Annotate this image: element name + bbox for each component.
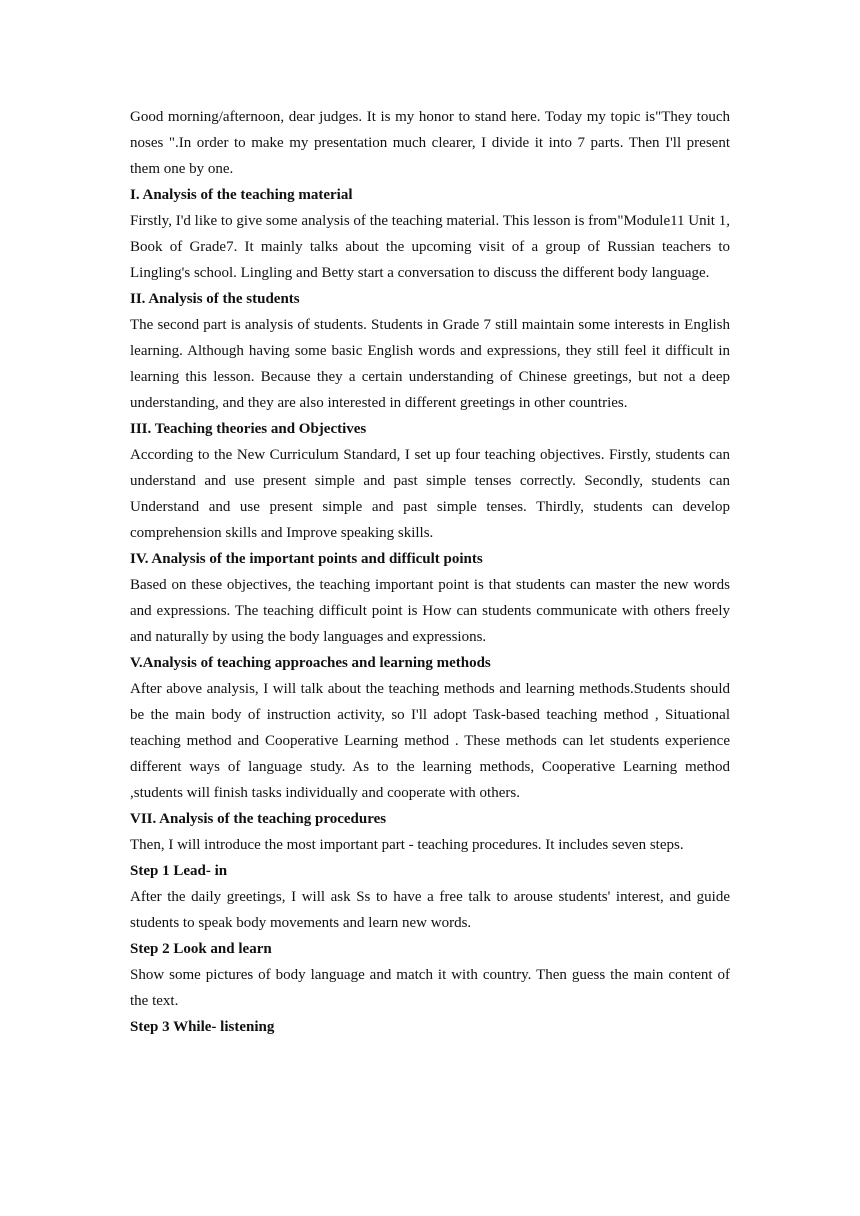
section-body: The second part is analysis of students. Students in Grade 7 still maintain some interests in English learning. Although having some basic English words and expressions, they still feel it difficult in learning this lesson. Because they a certain understanding of Chinese greetings, but not a deep understanding, and they are also interested in different greetings in other countries. [130,317,730,411]
section-body: According to the New Curriculum Standard, I set up four teaching objectives. Firstly, students can understand and use present simple and past simple tenses correctly. Secondly, students can Understand and use present simple and past simple tenses. Thirdly, students can develop comprehension skills and Improve speaking skills. [130,447,730,541]
section-heading: II. Analysis of the students [130,291,300,307]
section-heading: VII. Analysis of the teaching procedures [130,811,387,827]
step-heading: Step 2 Look and learn [130,941,272,957]
section-body: After above analysis, I will talk about the teaching methods and learning methods.Students should be the main body of instruction activity, so I'll adopt Task-based teaching method , Situational teaching method and Cooperative Learning method . These methods can let students experience different ways of language study. As to the learning methods, Cooperative Learning method ,students will finish tasks individually and cooperate with others. [130,681,730,801]
intro-paragraph: Good morning/afternoon, dear judges. It is my honor to stand here. Today my topic is"They touch noses ".In order to make my presentation much clearer, I divide it into 7 parts. Then I'll present them one by one. [130,109,730,177]
section-heading: V.Analysis of teaching approaches and learning methods [130,655,491,671]
step-body: After the daily greetings, I will ask Ss to have a free talk to arouse students' interest, and guide students to speak body movements and learn new words. [130,889,730,931]
section-heading: III. Teaching theories and Objectives [130,421,367,437]
section-body: Then, I will introduce the most important part - teaching procedures. It includes seven steps. [130,837,684,853]
section-heading: I. Analysis of the teaching material [130,187,353,203]
step-heading: Step 3 While- listening [130,1019,275,1035]
step-body: Show some pictures of body language and match it with country. Then guess the main content of the text. [130,967,730,1009]
document-page [130,104,730,1040]
step-heading: Step 1 Lead- in [130,863,228,879]
section-heading: IV. Analysis of the important points and difficult points [130,551,483,567]
section-body: Firstly, I'd like to give some analysis of the teaching material. This lesson is from"Module11 Unit 1, Book of Grade7. It mainly talks about the upcoming visit of a group of Russian teachers to Lingling's school. Lingling and Betty start a conversation to discuss the different body language. [130,213,730,281]
section-body: Based on these objectives, the teaching important point is that students can master the new words and expressions. The teaching difficult point is How can students communicate with others freely and naturally by using the body languages and expressions. [130,577,730,645]
